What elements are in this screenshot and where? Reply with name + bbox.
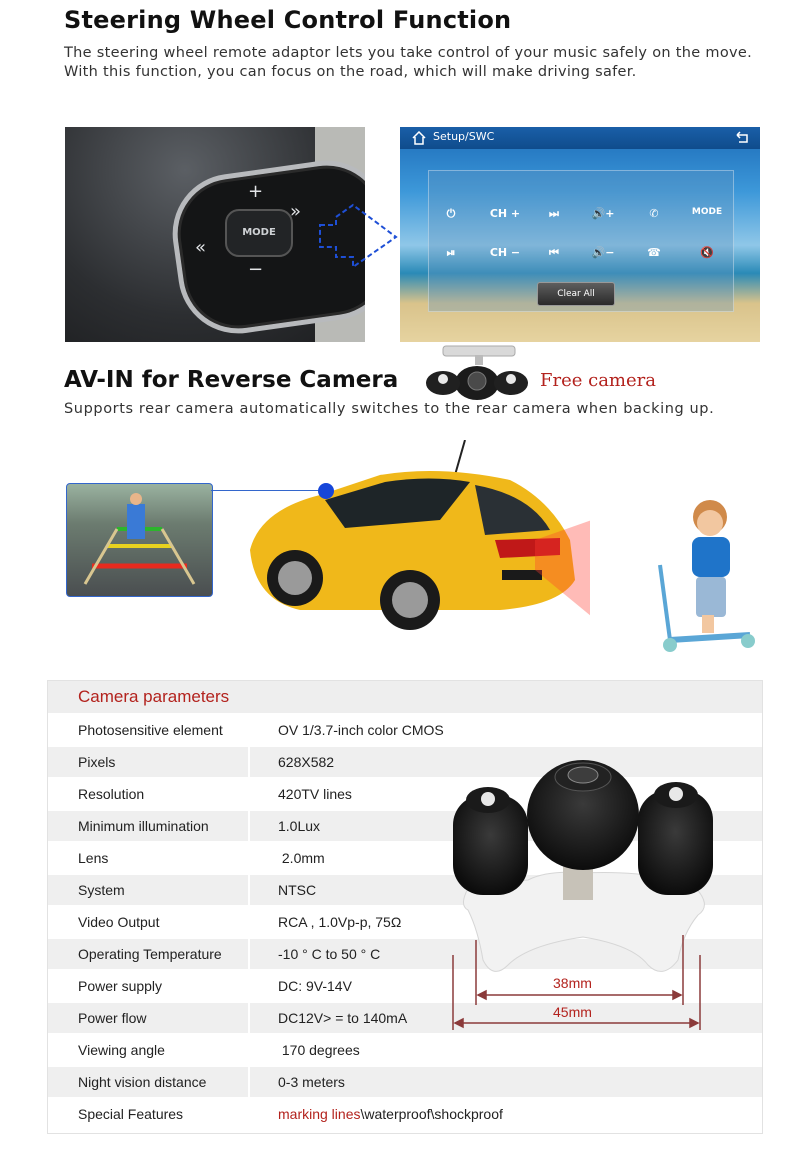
steering-description [64,44,752,82]
param-value [278,1106,503,1122]
param-value: 420TV lines [278,786,352,802]
steering-desc-line2: With this function, you can focus on the road, which will make driving safer. [64,64,637,80]
param-label: System [78,882,125,898]
child-on-scooter-image [630,495,770,660]
param-label: Viewing angle [78,1042,165,1058]
param-value: 1.0Lux [278,818,321,834]
wheel-plus-icon: + [248,181,264,202]
swc-vol-down-button[interactable]: 🔊− [591,246,615,259]
param-value: 628X582 [278,754,335,770]
param-label: Night vision distance [78,1074,207,1090]
param-value: 0-3 meters [278,1074,345,1090]
swc-ch-minus-button[interactable]: CH − [489,246,521,259]
parking-guide-lines [67,484,212,596]
swc-power-button[interactable]: ⏻ [446,207,456,220]
swc-screen [400,127,760,342]
wheel-mode-button: MODE [225,209,293,257]
wheel-next-icon: » [290,201,302,222]
section-title-reverse-camera: AV-IN for Reverse Camera [64,367,399,393]
home-icon[interactable] [412,131,426,145]
table-row [48,1067,762,1099]
param-label: Pixels [78,754,116,770]
param-value: RCA , 1.0Vp-p, 75Ω [278,914,402,930]
wheel-minus-icon: − [248,259,264,280]
table-row [48,715,762,747]
table-header-title: Camera parameters [78,687,230,706]
param-value: 2.0mm [278,850,325,866]
param-label: Power flow [78,1010,147,1026]
back-icon[interactable] [734,131,750,145]
reverse-camera-description: Supports rear camera automatically switches to the rear camera when backing up. [64,401,715,417]
wheel-prev-icon: « [195,237,207,258]
clear-all-button[interactable]: Clear All [537,282,615,306]
outer-width-label: 45mm [553,1004,592,1020]
param-label: Resolution [78,786,145,802]
inner-width-label: 38mm [553,975,592,991]
param-value: DC12V> = to 140mA [278,1010,408,1026]
rearview-inset-image [66,483,213,597]
free-camera-label: Free camera [540,370,656,391]
swc-hangup-button[interactable]: ☎ [647,246,661,259]
param-value: DC: 9V-14V [278,978,352,994]
param-value-rest: \waterproof\shockproof [360,1106,503,1122]
reverse-camera-thumbnail [423,345,531,400]
param-value: -10 ° C to 50 ° C [278,946,381,962]
param-value: 170 degrees [278,1042,360,1058]
param-label: Lens [78,850,109,866]
steering-desc-line1: The steering wheel remote adaptor lets you take control of your music safely on the move. [64,45,753,61]
param-label: Minimum illumination [78,818,209,834]
param-label: Photosensitive element [78,722,223,738]
swc-call-button[interactable]: ✆ [649,207,659,220]
camera-dimension-diagram [448,755,718,1040]
section-title-steering: Steering Wheel Control Function [64,6,512,34]
swc-prev-button[interactable]: ⏮ [549,246,559,259]
swc-screen-title: Setup/SWC [433,130,495,143]
swc-mode-button[interactable]: MODE [691,207,723,217]
table-row [48,1099,762,1131]
swc-next-button[interactable]: ⏭ [549,207,559,220]
param-label: Power supply [78,978,163,994]
param-value-highlight: marking lines [278,1106,361,1122]
swc-ch-plus-button[interactable]: CH + [489,207,521,220]
param-label: Special Features [78,1106,184,1122]
param-value: NTSC [278,882,317,898]
param-label: Video Output [78,914,160,930]
swc-vol-up-button[interactable]: 🔊+ [591,207,615,220]
param-label: Operating Temperature [78,946,222,962]
param-value: OV 1/3.7-inch color CMOS [278,722,444,738]
zoom-arrow-graphic [318,197,398,272]
swc-play-pause-button[interactable]: ⏯ [446,246,456,259]
swc-mute-button[interactable]: 🔇 [700,246,714,259]
yellow-car-image [240,440,590,635]
camera-position-dot [318,483,334,499]
table-header [48,681,762,713]
